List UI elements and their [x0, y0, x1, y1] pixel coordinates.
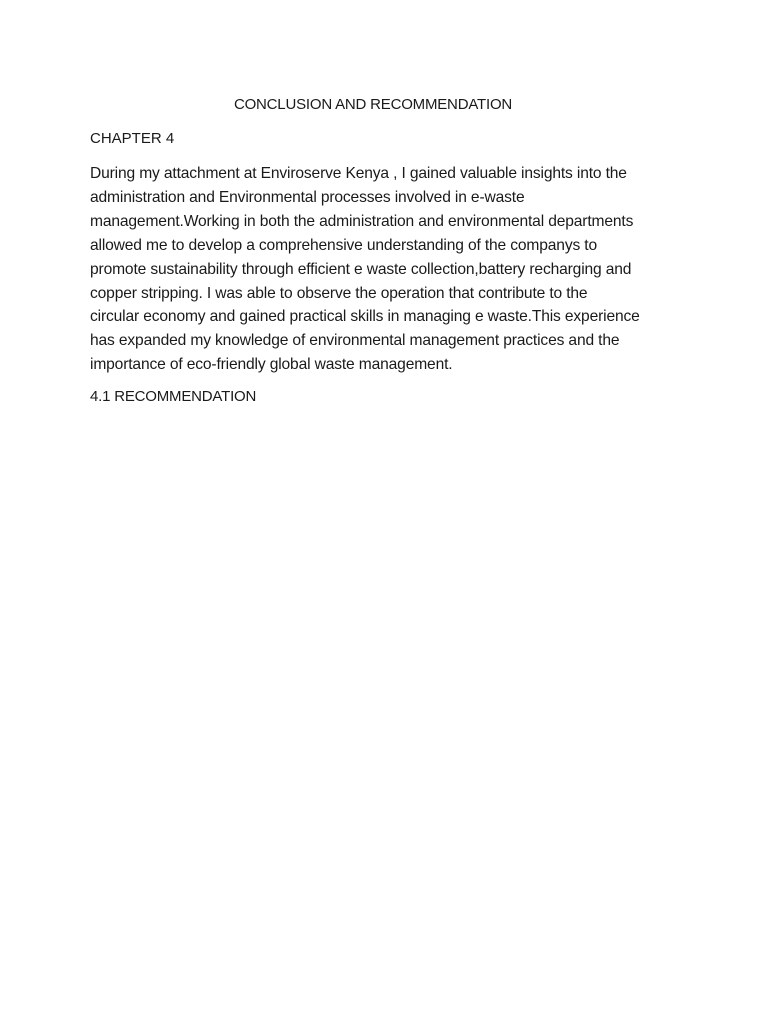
- conclusion-paragraph: [90, 162, 690, 377]
- recommendation-heading: 4.1 RECOMMENDATION: [90, 388, 257, 405]
- paragraph-line: administration and Environmental processes involved in e-waste: [90, 188, 525, 206]
- paragraph-line: has expanded my knowledge of environmental management practices and the: [90, 332, 620, 350]
- paragraph-line: circular economy and gained practical skills in managing e waste.This experience: [90, 308, 640, 326]
- paragraph-line: management.Working in both the administration and environmental departments: [90, 212, 634, 230]
- paragraph-line: promote sustainability through efficient e waste collection,battery recharging and: [90, 260, 632, 278]
- chapter-heading: CHAPTER 4: [90, 130, 175, 147]
- paragraph-line: copper stripping. I was able to observe the operation that contribute to the: [90, 284, 588, 302]
- paragraph-line: allowed me to develop a comprehensive understanding of the companys to: [90, 236, 598, 254]
- paragraph-line: During my attachment at Enviroserve Kenya , I gained valuable insights into the: [90, 165, 627, 182]
- document-title: CONCLUSION AND RECOMMENDATION: [233, 96, 513, 113]
- paragraph-line: importance of eco-friendly global waste management.: [90, 356, 453, 374]
